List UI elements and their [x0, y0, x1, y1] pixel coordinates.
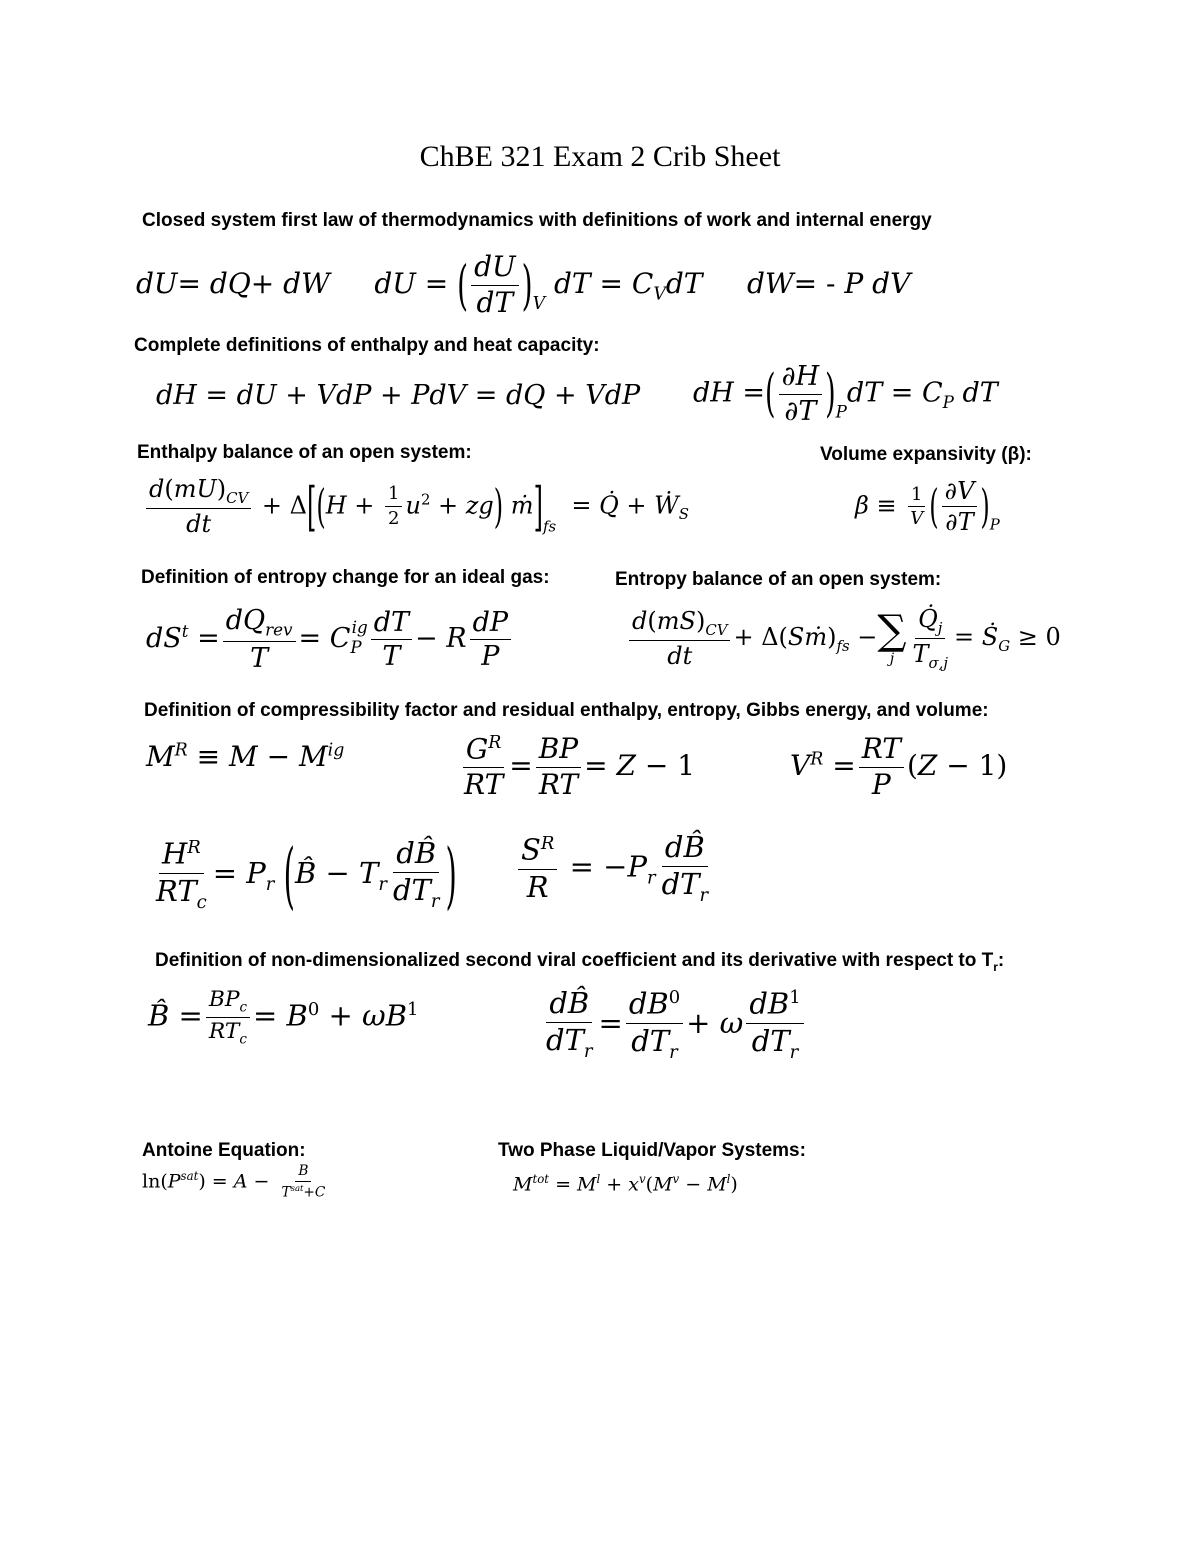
equation-residual-property: $M^R \equiv M - M^{ig}$ — [146, 740, 345, 773]
equation-first-law: dU= dQ+ dW dU = ( $\frac{dU}{dT}$ )$_V$ dT = $C_VdT$ dW= - P dV — [136, 250, 911, 319]
equation-antoine: $\ln(P^{sat}) = A$ − $\frac{B}{T^{sat}+C}$ — [142, 1163, 326, 1201]
heading-antoine: Antoine Equation: — [142, 1140, 306, 1161]
heading-two-phase: Two Phase Liquid/Vapor Systems: — [498, 1140, 806, 1161]
heading-compressibility: Definition of compressibility factor and residual enthalpy, entropy, Gibbs energy, and volume: — [144, 700, 989, 721]
equation-open-enthalpy-balance: $\frac{d(mU)_{CV}}{dt}$ + Δ[(H + $\frac{1}{2}$ $u^2 + zg$) $ṁ]_{fs}$ = Q̇ + Ẇ$_S$ — [143, 476, 689, 538]
equation-heat-capacity-p: dH =( $\frac{\partial H}{\partial T}$ )$_PdT = C_P$ dT — [693, 361, 998, 427]
equation-residual-entropy: $\frac{S^R}{R}$ = $-P_r$ $\frac{dB̂}{dT_r}$ — [515, 832, 714, 905]
page-title: ChBE 321 Exam 2 Crib Sheet — [419, 140, 781, 173]
heading-virial — [155, 950, 1004, 974]
equation-entropy-ideal-gas: $dS^t$ = $\frac{dQ_{rev}}{T}$ = $C_P^{ig}$ $\frac{dT}{T}$ − R $\frac{dP}{P}$ — [146, 606, 514, 673]
equation-virial-derivative: $\frac{dB̂}{dT_r}$ = $\frac{dB^0}{dT_r}$ + ω $\frac{dB^1}{dT_r}$ — [540, 988, 807, 1062]
heading-enthalpy-balance: Enthalpy balance of an open system: — [137, 442, 472, 463]
equation-two-phase: $M^{tot} = M^l + x^v(M^v - M^l)$ — [513, 1172, 738, 1196]
heading-closed-system: Closed system first law of thermodynamics with definitions of work and internal energy — [142, 210, 932, 231]
equation-virial-coefficient: B̂ = $\frac{BP_c}{RT_c}$ = $B^0 + \omega B^1$ — [148, 987, 419, 1048]
heading-virial-subscript: r — [993, 959, 998, 974]
equation-residual-enthalpy: $\frac{H^R}{RT_c}$ = $P_r$ (B̂ − $T_r$ $\frac{dB̂}{dT_r}$ ) — [156, 832, 457, 918]
heading-entropy-ideal: Definition of entropy change for an ideal gas: — [141, 567, 550, 588]
equation-residual-gibbs: $\frac{G^R}{RT}$ = $\frac{BP}{RT}$ = Z − 1 — [464, 732, 696, 802]
equation-enthalpy: dH = dU + VdP + PdV = dQ + VdP — [156, 380, 641, 411]
equation-volume-expansivity: β ≡ $\frac{1}{V}$ ( $\frac{\partial V}{\partial T}$ )$_P$ — [855, 477, 1000, 537]
heading-volume-expansivity: Volume expansivity (β): — [820, 444, 1032, 465]
heading-enthalpy-heat: Complete definitions of enthalpy and heat capacity: — [134, 335, 600, 356]
heading-entropy-balance: Entropy balance of an open system: — [615, 569, 942, 590]
equation-entropy-balance: $\frac{d(mS)_{CV}}{dt}$ + $\Delta(Sṁ)_{fs}$ − ∑ j $\frac{Q̇_j}{T_{\sigma,j}}$ = Ṡ$_G$ ≥ 0 — [626, 606, 1061, 671]
heading-virial-text: Definition of non-dimensionalized second viral coefficient and its derivative with respect to T — [155, 950, 994, 971]
equation-residual-volume: $V^R$ = $\frac{RT}{P}$ (Z − 1) — [790, 732, 1008, 801]
heading-virial-colon: : — [997, 950, 1005, 971]
